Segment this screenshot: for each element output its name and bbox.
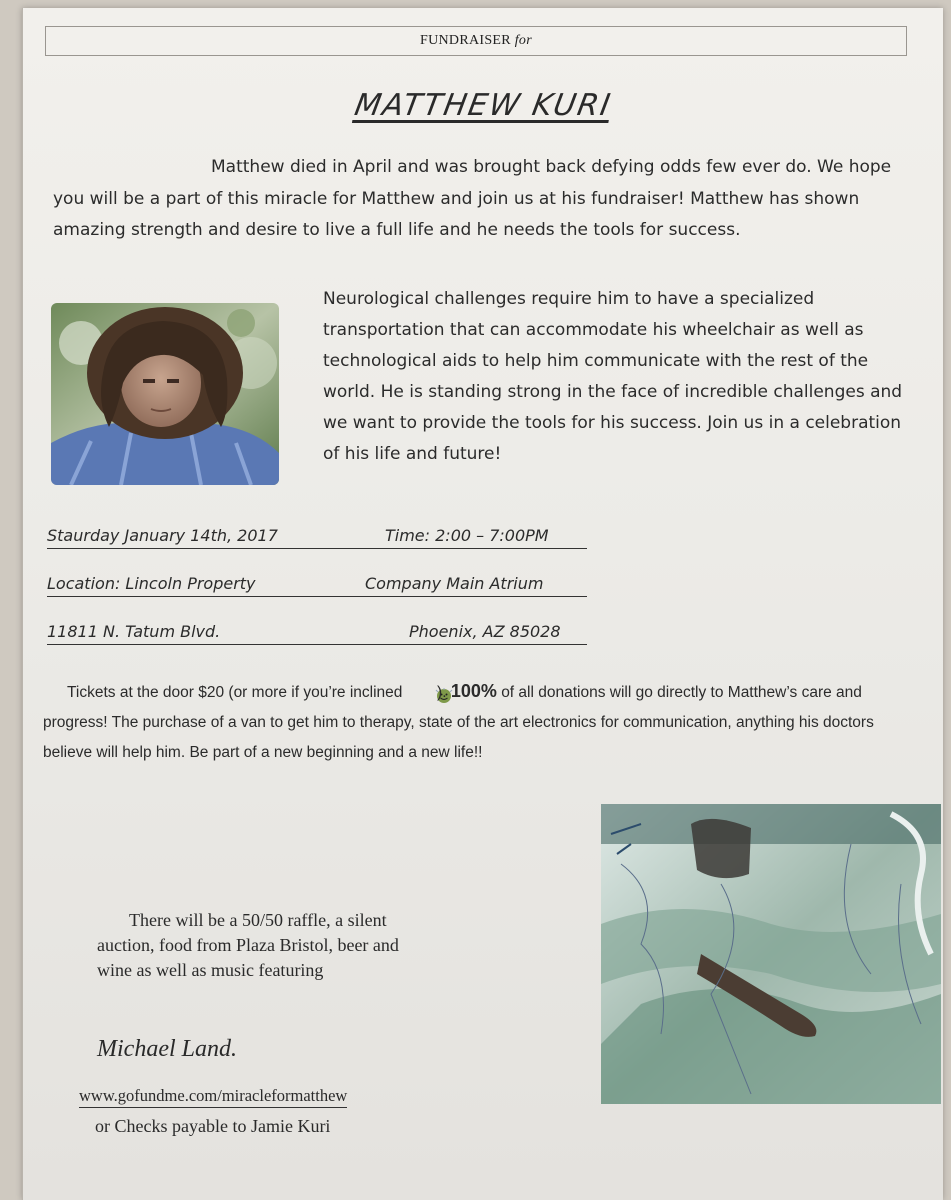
tickets-percent: 100% (450, 681, 497, 701)
header-suffix: for (514, 33, 532, 48)
title-wrap (23, 88, 943, 123)
gofundme-link[interactable]: www.gofundme.com/miracleformatthew (79, 1086, 347, 1108)
smiley-icon (409, 685, 431, 701)
page-title: MATTHEW KURI (351, 88, 615, 123)
event-address-line (47, 622, 587, 645)
event-location-line (47, 574, 587, 597)
tickets-paragraph (43, 676, 923, 768)
flyer-page (22, 8, 943, 1200)
event-date: Staurday January 14th, 2017 (47, 526, 278, 545)
performer-name: Michael Land. (97, 1036, 237, 1062)
event-date-line (47, 526, 587, 549)
portrait-photo (51, 303, 279, 485)
header-banner (45, 26, 907, 56)
header-prefix: FUNDRAISER (420, 33, 511, 48)
event-location: Location: Lincoln Property (47, 574, 256, 593)
event-address: 11811 N. Tatum Blvd. (47, 622, 221, 641)
tickets-text-2: ). (437, 684, 447, 701)
event-city: Phoenix, AZ 85028 (409, 622, 561, 641)
checks-note: or Checks payable to Jamie Kuri (95, 1116, 331, 1136)
tickets-text-3: of all donations will go directly to Matthew’s care and progress! The purchase of a van to get him to therapy, state of the art electronics for communication, anything his doctors believe will help him. Be part of a new beginning and a new life!! (43, 684, 874, 761)
raffle-paragraph: There will be a 50/50 raffle, a silent auction, food from Plaza Bristol, beer and wine as well as music featuring (97, 910, 399, 980)
challenges-paragraph: Neurological challenges require him to have a specialized transportation that can accommodate his wheelchair as well as technological aids to help him communicate with the rest of the world. He is standing strong in the face of incredible challenges and we want to provide the tools for his success. Join us in a celebration of his life and future! (323, 289, 903, 464)
hospital-photo (601, 804, 941, 1104)
intro-paragraph: Matthew died in April and was brought back defying odds few ever do. We hope you will be a part of this miracle for Matthew and join us at his fundraiser! Matthew has shown amazing strength and desire to live a full life and he needs the tools for success. (53, 157, 892, 240)
tickets-text-1: Tickets at the door $20 (or more if you’re inclined (67, 684, 403, 701)
event-venue: Company Main Atrium (365, 574, 544, 593)
event-time: Time: 2:00 – 7:00PM (385, 526, 549, 545)
